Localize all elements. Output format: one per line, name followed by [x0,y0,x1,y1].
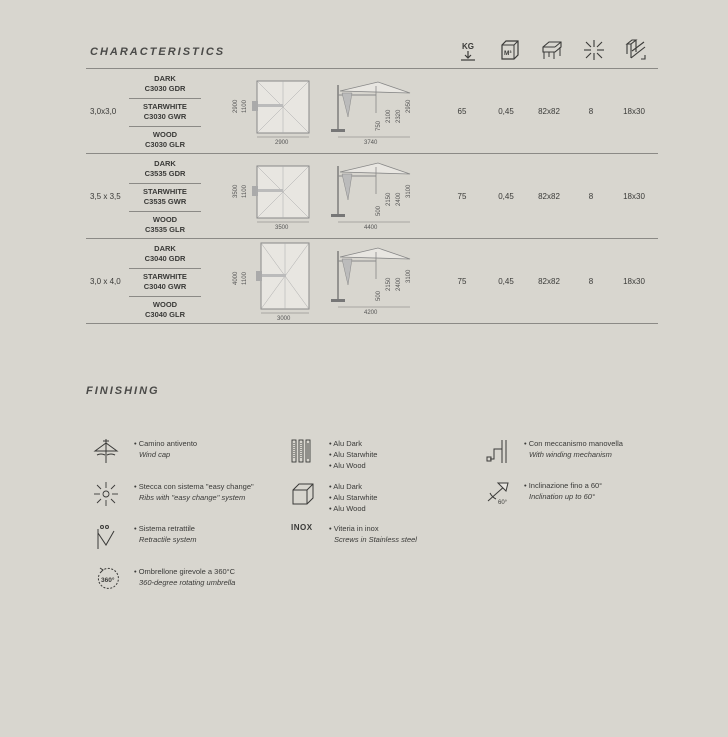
plan-drawing [231,158,321,238]
svg-text:2150: 2150 [386,277,392,291]
base-value: 82x82 [538,192,560,201]
table-row [86,239,658,324]
model-list [129,156,201,240]
svg-text:4200: 4200 [364,310,378,316]
svg-text:3100: 3100 [406,184,412,198]
weight-value: 65 [457,107,467,116]
svg-text:1100: 1100 [242,100,248,113]
volume-value: 0,45 [498,107,514,116]
base-size-icon [540,38,564,62]
ribs-value: 8 [588,192,594,201]
model-dark: DARK C3030 GDR [129,71,201,99]
elevation-drawing [328,243,428,323]
tilt-60-icon [484,479,512,507]
svg-text:2950: 2950 [406,99,412,113]
svg-text:2900: 2900 [275,140,289,146]
finishing-text: • Stecca con sistema "easy change" Ribs with "easy change" system [134,482,254,502]
model-wood: WOOD C3030 GLR [144,130,186,149]
size-label: 3,0 x 4,0 [90,277,121,286]
svg-text:3500: 3500 [233,184,239,198]
characteristics-title: CHARACTERISTICS [90,46,226,58]
model-dark: DARK C3040 GDR [129,241,201,269]
alu-profile-icon [289,437,317,465]
model-list [129,241,201,325]
table-row [86,154,658,239]
svg-text:4000: 4000 [233,271,239,285]
elevation-drawing [328,158,428,238]
svg-text:2400: 2400 [396,192,402,206]
base-value: 82x82 [538,107,560,116]
model-wood: WOOD C3040 GLR [144,300,186,319]
finishing-text: • Ombrellone girevole a 360°C 360-degree rotating umbrella [134,567,236,587]
finishing-title: FINISHING [86,385,160,397]
svg-text:2900: 2900 [233,99,239,113]
weight-kg-icon [456,38,480,62]
catalog-page [48,0,688,737]
svg-text:2320: 2320 [396,109,402,123]
finishing-text: • Alu Dark • Alu Starwhite • Alu Wood [329,439,378,470]
svg-text:3000: 3000 [277,316,291,322]
svg-text:1100: 1100 [242,272,248,285]
base-value: 82x82 [538,277,560,286]
model-wood: WOOD C3535 GLR [144,215,186,234]
inox-icon: INOX [291,523,313,532]
model-dark: DARK C3535 GDR [129,156,201,184]
svg-text:KG: KG [462,42,474,51]
model-starwhite: STARWHITE C3040 GWR [129,269,201,297]
finishing-text: • Viteria in inox Screws in Stainless steel [329,524,417,544]
svg-text:2100: 2100 [386,109,392,123]
pole-value: 18x30 [623,107,645,116]
weight-value: 75 [457,192,467,201]
wind-cap-icon [92,437,120,465]
size-label: 3,0x3,0 [90,107,117,116]
pole-size-icon [624,38,648,62]
volume-value: 0,45 [498,277,514,286]
svg-text:3740: 3740 [364,140,378,146]
weight-value: 75 [457,277,467,286]
table-row [86,69,658,154]
ribs-value: 8 [588,107,594,116]
crank-mechanism-icon [484,437,512,465]
svg-text:500: 500 [376,290,382,301]
pole-value: 18x30 [623,277,645,286]
finishing-text: • Alu Dark • Alu Starwhite • Alu Wood [329,482,378,513]
svg-text:360°: 360° [101,577,115,584]
volume-value: 0,45 [498,192,514,201]
finishing-text: • Con meccanismo manovella With winding mechanism [524,439,623,459]
svg-text:3500: 3500 [275,225,289,231]
ribs-icon [582,38,606,62]
model-starwhite: STARWHITE C3535 GWR [129,184,201,212]
retractile-system-icon [92,523,120,551]
svg-text:60°: 60° [498,500,508,506]
ribs-value: 8 [588,277,594,286]
size-label: 3,5 x 3,5 [90,192,121,201]
pole-value: 18x30 [623,192,645,201]
svg-text:750: 750 [376,120,382,131]
model-starwhite: STARWHITE C3030 GWR [129,99,201,127]
model-list [129,71,201,155]
elevation-drawing [328,73,428,153]
svg-text:1100: 1100 [242,185,248,198]
svg-text:2150: 2150 [386,192,392,206]
finishing-text: • Sistema retrattile Retractile system [134,524,197,544]
alu-box-icon [289,480,317,508]
svg-text:4400: 4400 [364,225,378,231]
finishing-text: • Inclinazione fino a 60° Inclination up to 60° [524,481,603,501]
easy-change-ribs-icon [92,480,120,508]
rotating-360-icon [94,565,122,593]
plan-drawing [231,73,321,153]
finishing-text: • Camino antivento Wind cap [134,439,198,459]
svg-text:500: 500 [376,205,382,216]
svg-text:M³: M³ [504,50,512,57]
plan-drawing [231,243,321,328]
svg-text:3100: 3100 [406,269,412,283]
volume-m3-icon [498,38,522,62]
svg-text:2400: 2400 [396,277,402,291]
